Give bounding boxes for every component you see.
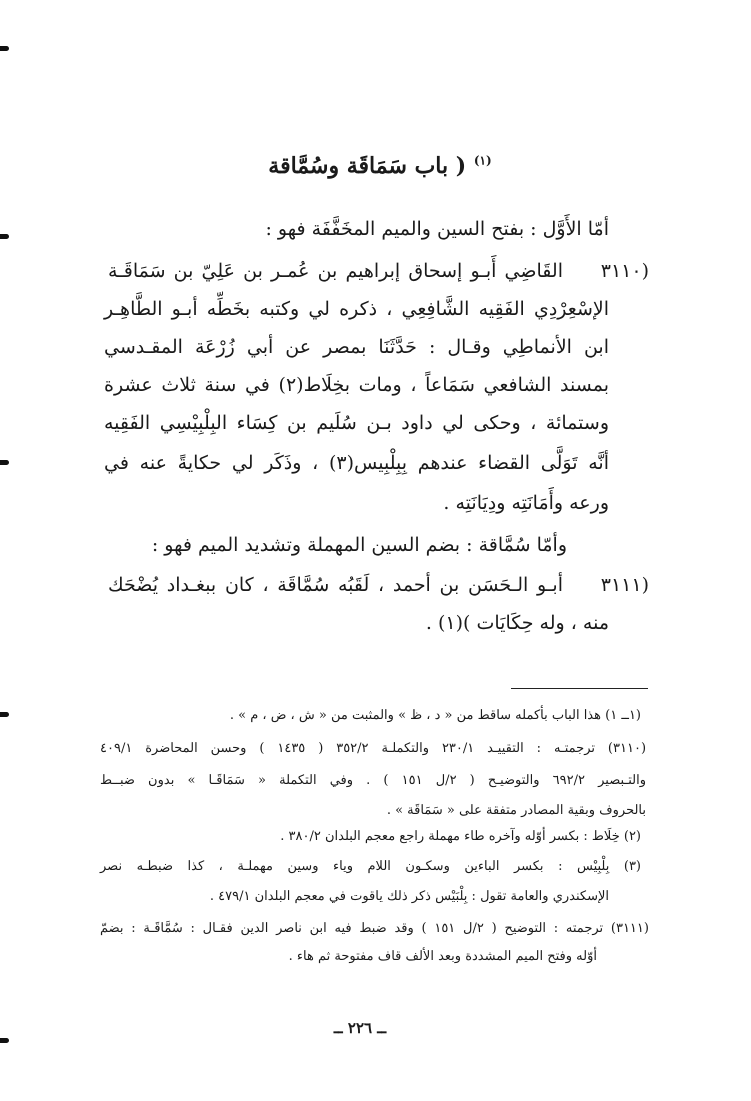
scan-bleed-mark: [0, 1038, 9, 1043]
intro-line-second: وأمّا سُمَّاقة : بضم السين المهملة وتشديد الميم فهو :: [151, 534, 567, 556]
entry-3110-line: القَاضِي أَبـو إسحاق إبراهيم بن عُمـر بن عَلِيّ بن سَمَاقَـة: [108, 260, 563, 282]
footnote-line: (٣١١٠) ترجمتـه : التقييـد ٢٣٠/١ والتكملـة ٣٥٢/٢ ( ١٤٣٥ ) وحسن المحاضرة ٤٠٩/١: [100, 741, 647, 756]
footnote-line: بالحروف وبقية المصادر متفقة على « سَمَاقَة » .: [386, 803, 646, 818]
footnote-line: (٢) خِلَاط : بكسر أوّله وآخره طاء مهملة راجع معجم البلدان ٣٨٠/٢ .: [280, 829, 641, 844]
footnote-separator: [511, 688, 648, 689]
entry-3111-line: منه ، وله حِكَايَات )(١) .: [425, 612, 609, 634]
footnote-line: (١ــ ١) هذا الباب بأكمله ساقط من « د ، ظ » والمثبت من « ش ، ض ، م » .: [229, 708, 641, 723]
footnote-line: (٣١١١) ترجمته : التوضيح ( ٢/ل ١٥١ ) وقد ضبط فيه ابن ناصر الدين فقـال : سُمَّاقَـة : بضمّ: [100, 921, 649, 936]
footnote-line: (٣) بِلْبِيْس : بكسر الباءين وسكـون اللام وياء وسين مهملـة ، كذا ضبطـه نصر: [100, 859, 641, 874]
scan-bleed-mark: [0, 712, 9, 717]
intro-line-first: أمّا الأَوَّل : بفتح السين والميم المخَفَّفَة فهو :: [265, 218, 609, 240]
entry-3110-line: ابن الأنماطِي وقـال : حَدَّثَنَا بمصر عن أبي زُرْعَة المقـدسي: [104, 336, 609, 358]
chapter-heading: [150, 148, 610, 184]
entry-3110-line: بمسند الشافعي سَمَاعاً ، ومات بخِلَاط(٢) في سنة ثلاث عشرة: [104, 374, 609, 396]
entry-number-3111: (٣١١١: [600, 574, 649, 596]
heading-text: ( باب سَمَاقَة وسُمَّاقة: [268, 153, 467, 179]
entry-3110-line: أنَّه تَوَلَّى القضاء عندهم بِبِلْبِيس(٣) ، وذَكَر لي حكايةً عنه في: [104, 452, 609, 474]
entry-3111-line: أبـو الـحَسَن بن أحمد ، لَقَبُه سُمَّاقَة ، كان ببغـداد يُضْحَك: [108, 574, 563, 596]
entry-3110-line: الإسْعِرْدِي الفَقِيه الشَّافِعِي ، ذكره لي وكتبه بخَطِّه أبـو الطَّاهِـر: [104, 298, 609, 320]
entry-3110-line: وستمائة ، وحكى لي داود بـن سُلَيم بن كِسَاء البِلْبِيْسِي الفَقِيه: [104, 412, 609, 434]
scan-bleed-mark: [0, 460, 9, 465]
scan-bleed-mark: [0, 234, 9, 239]
page-number: ــ ٢٢٦ ــ: [333, 1019, 387, 1037]
footnote-line: الإسكندري والعامة تقول : بِلْبَيْس ذكر ذلك ياقوت في معجم البلدان ٤٧٩/١ .: [209, 889, 609, 904]
scan-bleed-mark: [0, 46, 9, 51]
footnote-line: والتـبصير ٦٩٢/٢ والتوضيـح ( ٢/ل ١٥١ ) . وفي التكملة « سَمَاقَـا » بدون ضبــط: [100, 773, 646, 788]
footnote-line: أوّله وفتح الميم المشددة وبعد الألف قاف مفتوحة ثم هاء .: [288, 949, 597, 964]
heading-footnote-ref: (١): [473, 153, 492, 168]
entry-number-3110: (٣١١٠: [600, 260, 649, 282]
entry-3110-line: ورعه وأَمَانَتِه ودِيَانَتِه .: [443, 492, 609, 514]
